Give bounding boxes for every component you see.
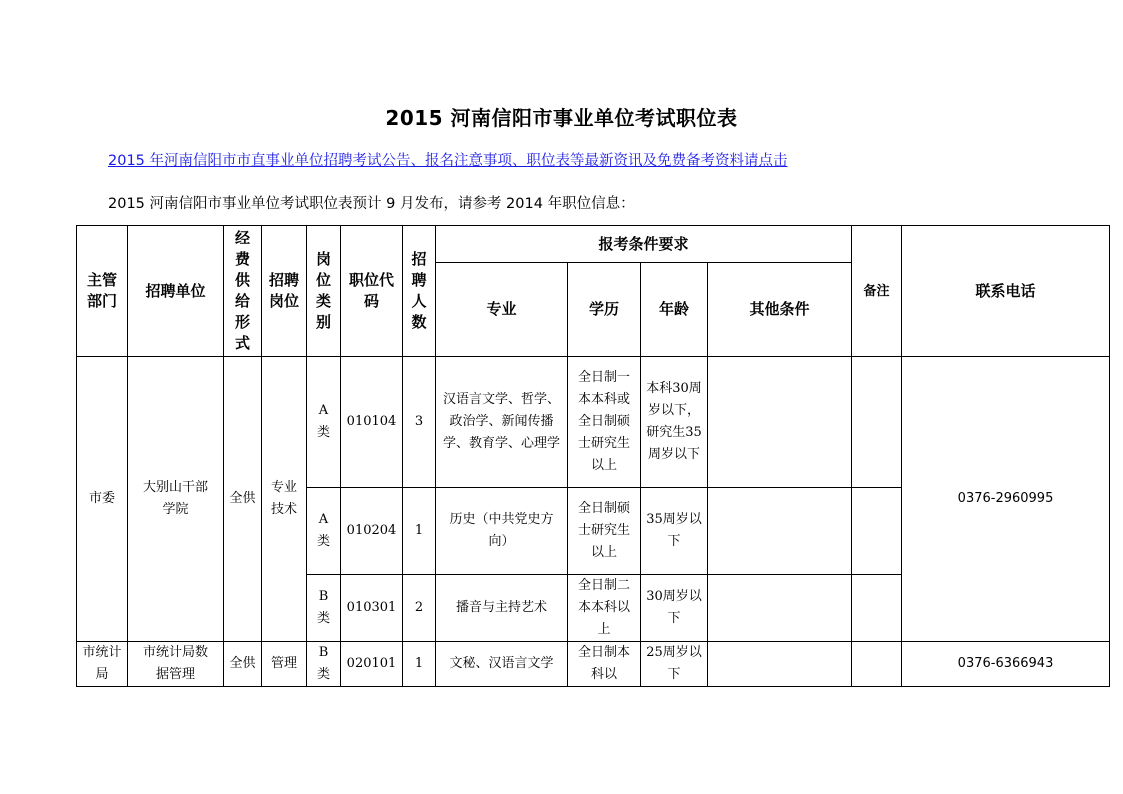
remark-cell: [852, 642, 902, 687]
education-cell: 全日制一本本科或全日制硕士研究生以上: [568, 357, 641, 488]
header-major: 专业: [436, 263, 568, 357]
funding-cell: 全供: [224, 357, 262, 642]
remark-cell: [852, 488, 902, 575]
age-cell: 25周岁以下: [641, 642, 708, 687]
positions-table: [76, 225, 1110, 687]
other-cell: [708, 488, 852, 575]
header-requirements: 报考条件要求: [436, 226, 852, 263]
major-cell: 汉语言文学、哲学、政治学、新闻传播学、教育学、心理学: [436, 357, 568, 488]
code-cell: 020101: [341, 642, 403, 687]
code-cell: 010104: [341, 357, 403, 488]
age-cell: 30周岁以下: [641, 575, 708, 642]
announcement-link[interactable]: 2015 年河南信阳市市直事业单位招聘考试公告、报名注意事项、职位表等最新资讯及免费备考资料请点击: [108, 153, 788, 169]
remark-cell: [852, 357, 902, 488]
other-cell: [708, 575, 852, 642]
table-row: [77, 357, 1110, 488]
education-cell: 全日制本科以: [568, 642, 641, 687]
funding-cell: 全供: [224, 642, 262, 687]
header-post: 招聘岗位: [262, 226, 307, 357]
remark-cell: [852, 575, 902, 642]
header-category: 岗位类别: [307, 226, 341, 357]
count-cell: 1: [403, 488, 436, 575]
post-cell: 专业技术: [262, 357, 307, 642]
education-cell: 全日制二本本科以上: [568, 575, 641, 642]
header-count: 招聘人数: [403, 226, 436, 357]
category-cell: B类: [307, 575, 341, 642]
header-row: [77, 226, 1110, 263]
category-cell: A类: [307, 488, 341, 575]
table-row: [77, 642, 1110, 687]
age-cell: 本科30周岁以下，研究生35周岁以下: [641, 357, 708, 488]
category-cell: A类: [307, 357, 341, 488]
phone-cell: 0376-6366943: [902, 642, 1110, 687]
header-unit: 招聘单位: [128, 226, 224, 357]
header-dept: 主管部门: [77, 226, 128, 357]
category-cell: B类: [307, 642, 341, 687]
education-cell: 全日制硕士研究生以上: [568, 488, 641, 575]
intro-text: 2015 河南信阳市事业单位考试职位表预计 9 月发布，请参考 2014 年职位信息：: [108, 196, 635, 212]
major-cell: 文秘、汉语言文学: [436, 642, 568, 687]
page-title: 2015 河南信阳市事业单位考试职位表: [385, 106, 738, 130]
age-cell: 35周岁以下: [641, 488, 708, 575]
other-cell: [708, 642, 852, 687]
unit-cell: 市统计局数据管理: [128, 642, 224, 687]
dept-cell: 市委: [77, 357, 128, 642]
header-other: 其他条件: [708, 263, 852, 357]
dept-cell: 市统计局: [77, 642, 128, 687]
code-cell: 010204: [341, 488, 403, 575]
header-age: 年龄: [641, 263, 708, 357]
count-cell: 1: [403, 642, 436, 687]
header-remark: 备注: [852, 226, 902, 357]
count-cell: 3: [403, 357, 436, 488]
unit-cell: 大别山干部学院: [128, 357, 224, 642]
header-code: 职位代码: [341, 226, 403, 357]
major-cell: 播音与主持艺术: [436, 575, 568, 642]
header-funding: 经费供给形式: [224, 226, 262, 357]
major-cell: 历史（中共党史方向）: [436, 488, 568, 575]
post-cell: 管理: [262, 642, 307, 687]
header-phone: 联系电话: [902, 226, 1110, 357]
code-cell: 010301: [341, 575, 403, 642]
phone-cell: 0376-2960995: [902, 357, 1110, 642]
header-education: 学历: [568, 263, 641, 357]
count-cell: 2: [403, 575, 436, 642]
other-cell: [708, 357, 852, 488]
